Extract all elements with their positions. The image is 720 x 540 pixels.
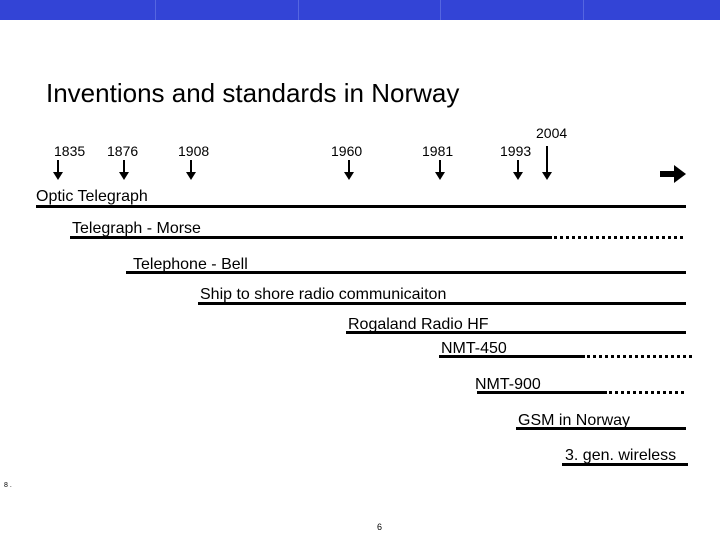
arrow-1835 (57, 160, 59, 173)
top-header-bar (0, 0, 720, 20)
dotted-nmt-450 (582, 355, 692, 358)
header-divider (583, 0, 584, 20)
line-rogaland-radio (346, 331, 686, 334)
line-telephone-bell (126, 271, 686, 274)
label-rogaland-radio: Rogaland Radio HF (348, 316, 489, 333)
year-1908: 1908 (178, 143, 210, 159)
label-gsm-norway: GSM in Norway (518, 412, 631, 429)
header-divider (298, 0, 299, 20)
label-3g-wireless: 3. gen. wireless (565, 447, 677, 464)
line-ship-to-shore (198, 302, 686, 305)
year-1960: 1960 (331, 143, 363, 159)
line-telegraph-morse (70, 236, 549, 239)
year-1876: 1876 (107, 143, 139, 159)
year-1835: 1835 (54, 143, 86, 159)
timeline-right-arrow (660, 171, 678, 177)
label-nmt-450: NMT-450 (441, 340, 507, 357)
year-1981: 1981 (422, 143, 454, 159)
label-ship-to-shore: Ship to shore radio communicaiton (200, 286, 447, 303)
dotted-telegraph-morse (549, 236, 683, 239)
arrow-1876 (123, 160, 125, 173)
label-telegraph-morse: Telegraph - Morse (72, 220, 201, 237)
side-mark: 8 . (4, 482, 12, 489)
dotted-nmt-900 (604, 391, 684, 394)
label-nmt-900: NMT-900 (475, 376, 541, 393)
line-nmt-900 (477, 391, 604, 394)
label-optic-telegraph: Optic Telegraph (36, 188, 148, 205)
year-1993: 1993 (500, 143, 532, 159)
header-divider (440, 0, 441, 20)
line-3g-wireless (562, 463, 688, 466)
page-number: 6 (377, 522, 383, 532)
year-2004: 2004 (536, 125, 568, 141)
arrow-1908 (190, 160, 192, 173)
arrow-2004 (546, 146, 548, 173)
line-optic-telegraph (36, 205, 686, 208)
arrow-1981 (439, 160, 441, 173)
label-telephone-bell: Telephone - Bell (133, 256, 248, 273)
arrow-1993 (517, 160, 519, 173)
arrow-1960 (348, 160, 350, 173)
slide-title: Inventions and standards in Norway (46, 78, 460, 108)
line-gsm-norway (516, 427, 686, 430)
header-divider (155, 0, 156, 20)
line-nmt-450 (439, 355, 582, 358)
